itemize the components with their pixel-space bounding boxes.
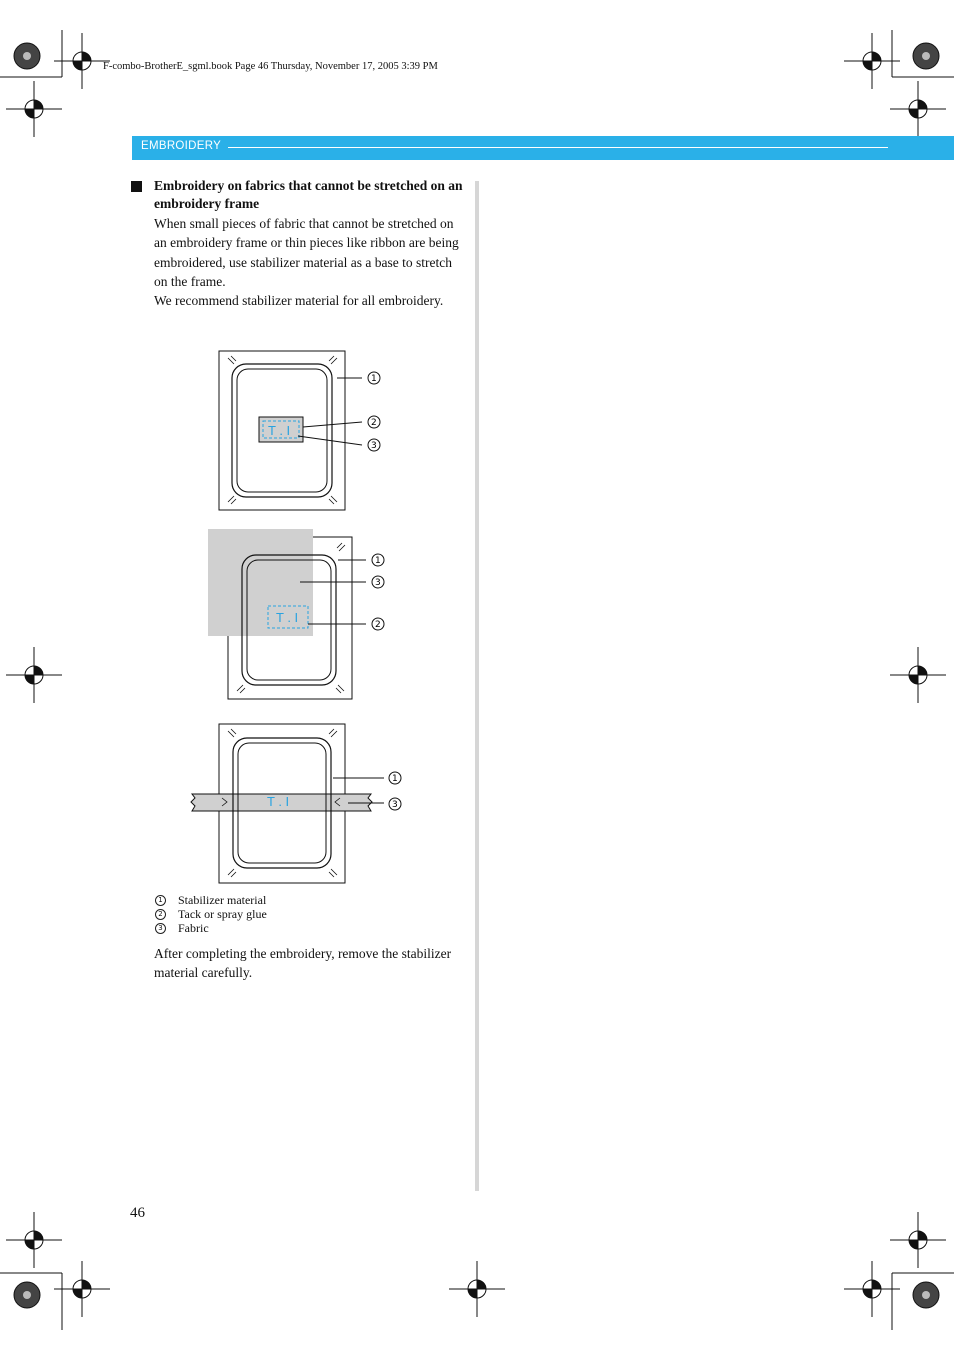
legend-number: 2 xyxy=(155,909,166,920)
legend-item xyxy=(154,907,267,921)
embroidery-letters: T . I xyxy=(276,610,299,625)
legend-item xyxy=(154,893,267,907)
svg-text:3: 3 xyxy=(371,441,377,451)
section-heading: Embroidery on fabrics that cannot be stretched on an embroidery frame xyxy=(154,178,463,211)
svg-text:3: 3 xyxy=(375,578,381,588)
embroidery-letters: T . I xyxy=(268,423,291,438)
svg-text:1: 1 xyxy=(371,374,377,384)
callout-3 xyxy=(389,798,401,810)
svg-text:1: 1 xyxy=(375,556,381,566)
page-number: 46 xyxy=(130,1205,145,1221)
legend-number: 3 xyxy=(155,923,166,934)
legend-item xyxy=(154,921,267,935)
legend-label: Stabilizer material xyxy=(178,893,267,907)
svg-text:2: 2 xyxy=(375,620,381,630)
figure-legend xyxy=(154,893,267,935)
paragraph-recommend: We recommend stabilizer material for all embroidery. xyxy=(154,293,444,308)
embroidery-letters: T . I xyxy=(267,794,290,809)
print-header: F-combo-BrotherE_sgml.book Page 46 Thursday, November 17, 2005 3:39 PM xyxy=(103,61,438,72)
callout-1 xyxy=(389,772,401,784)
svg-text:1: 1 xyxy=(392,774,398,784)
legend-label: Tack or spray glue xyxy=(178,907,267,921)
legend-number: 1 xyxy=(155,895,166,906)
legend-label: Fabric xyxy=(178,921,209,935)
paragraph-closing: After completing the embroidery, remove the stabilizer material carefully. xyxy=(154,946,452,981)
svg-text:3: 3 xyxy=(392,800,398,810)
section-label: EMBROIDERY xyxy=(141,140,222,152)
paragraph-intro: When small pieces of fabric that cannot be stretched on an embroidery frame or thin pieces like ribbon are being embroidered, use stabilizer material as a base to stretch on the frame. xyxy=(154,216,459,290)
svg-text:2: 2 xyxy=(371,418,377,428)
